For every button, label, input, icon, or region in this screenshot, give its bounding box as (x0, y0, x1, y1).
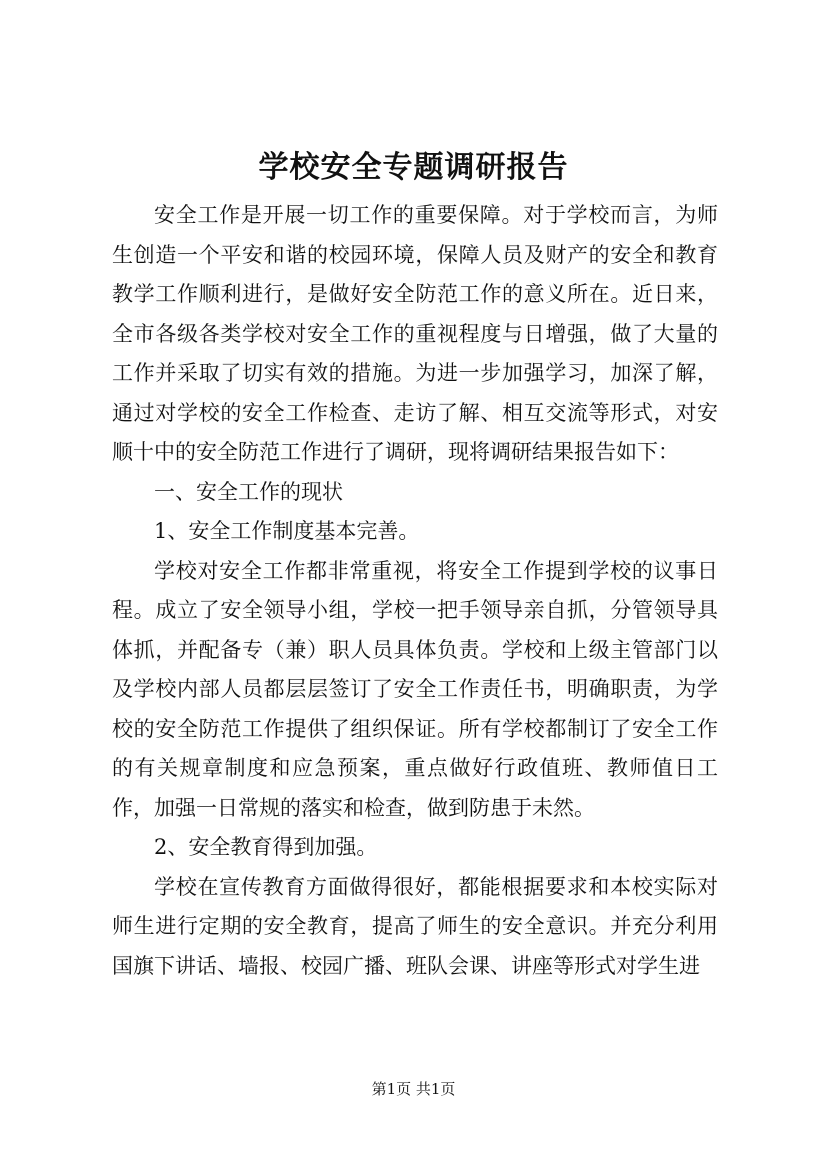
section-heading-status: 一、安全工作的现状 (154, 479, 343, 504)
paragraph-system: 学校对安全工作都非常重视，将安全工作提到学校的议事日程。成立了安全领导小组，学校一把手领导亲自抓，分管领导具体抓，并配备专（兼）职人员具体负责。学校和上级主管部门以及学校内部人员都层层签订了安全工作责任书，明确职责，为学校的安全防范工作提供了组织保证。所有学校都制订了安全工作的有关规章制度和应急预案，重点做好行政值班、教师值日工作，加强一日常规的落实和检查，做到防患于未然。 (112, 558, 718, 820)
paragraph-intro: 安全工作是开展一切工作的重要保障。对于学校而言，为师生创造一个平安和谐的校园环境，保障人员及财产的安全和教育教学工作顺利进行，是做好安全防范工作的意义所在。近日来，全市各级各类学校对安全工作的重视程度与日增强，做了大量的工作并采取了切实有效的措施。为进一步加强学习，加深了解，通过对学校的安全工作检查、走访了解、相互交流等形式，对安顺十中的安全防范工作进行了调研，现将调研结果报告如下： (112, 203, 718, 464)
document-title: 学校安全专题调研报告 (258, 150, 569, 185)
paragraph-education: 学校在宣传教育方面做得很好，都能根据要求和本校实际对师生进行定期的安全教育，提高了师生的安全意识。并充分利用国旗下讲话、墙报、校园广播、班队会课、讲座等形式对学生进 (112, 874, 718, 978)
page-number-footer: 第1页 共1页 (371, 1080, 456, 1098)
subheading-system: 1、安全工作制度基本完善。 (154, 519, 420, 543)
document-body (112, 196, 718, 986)
subheading-education: 2、安全教育得到加强。 (154, 835, 378, 859)
